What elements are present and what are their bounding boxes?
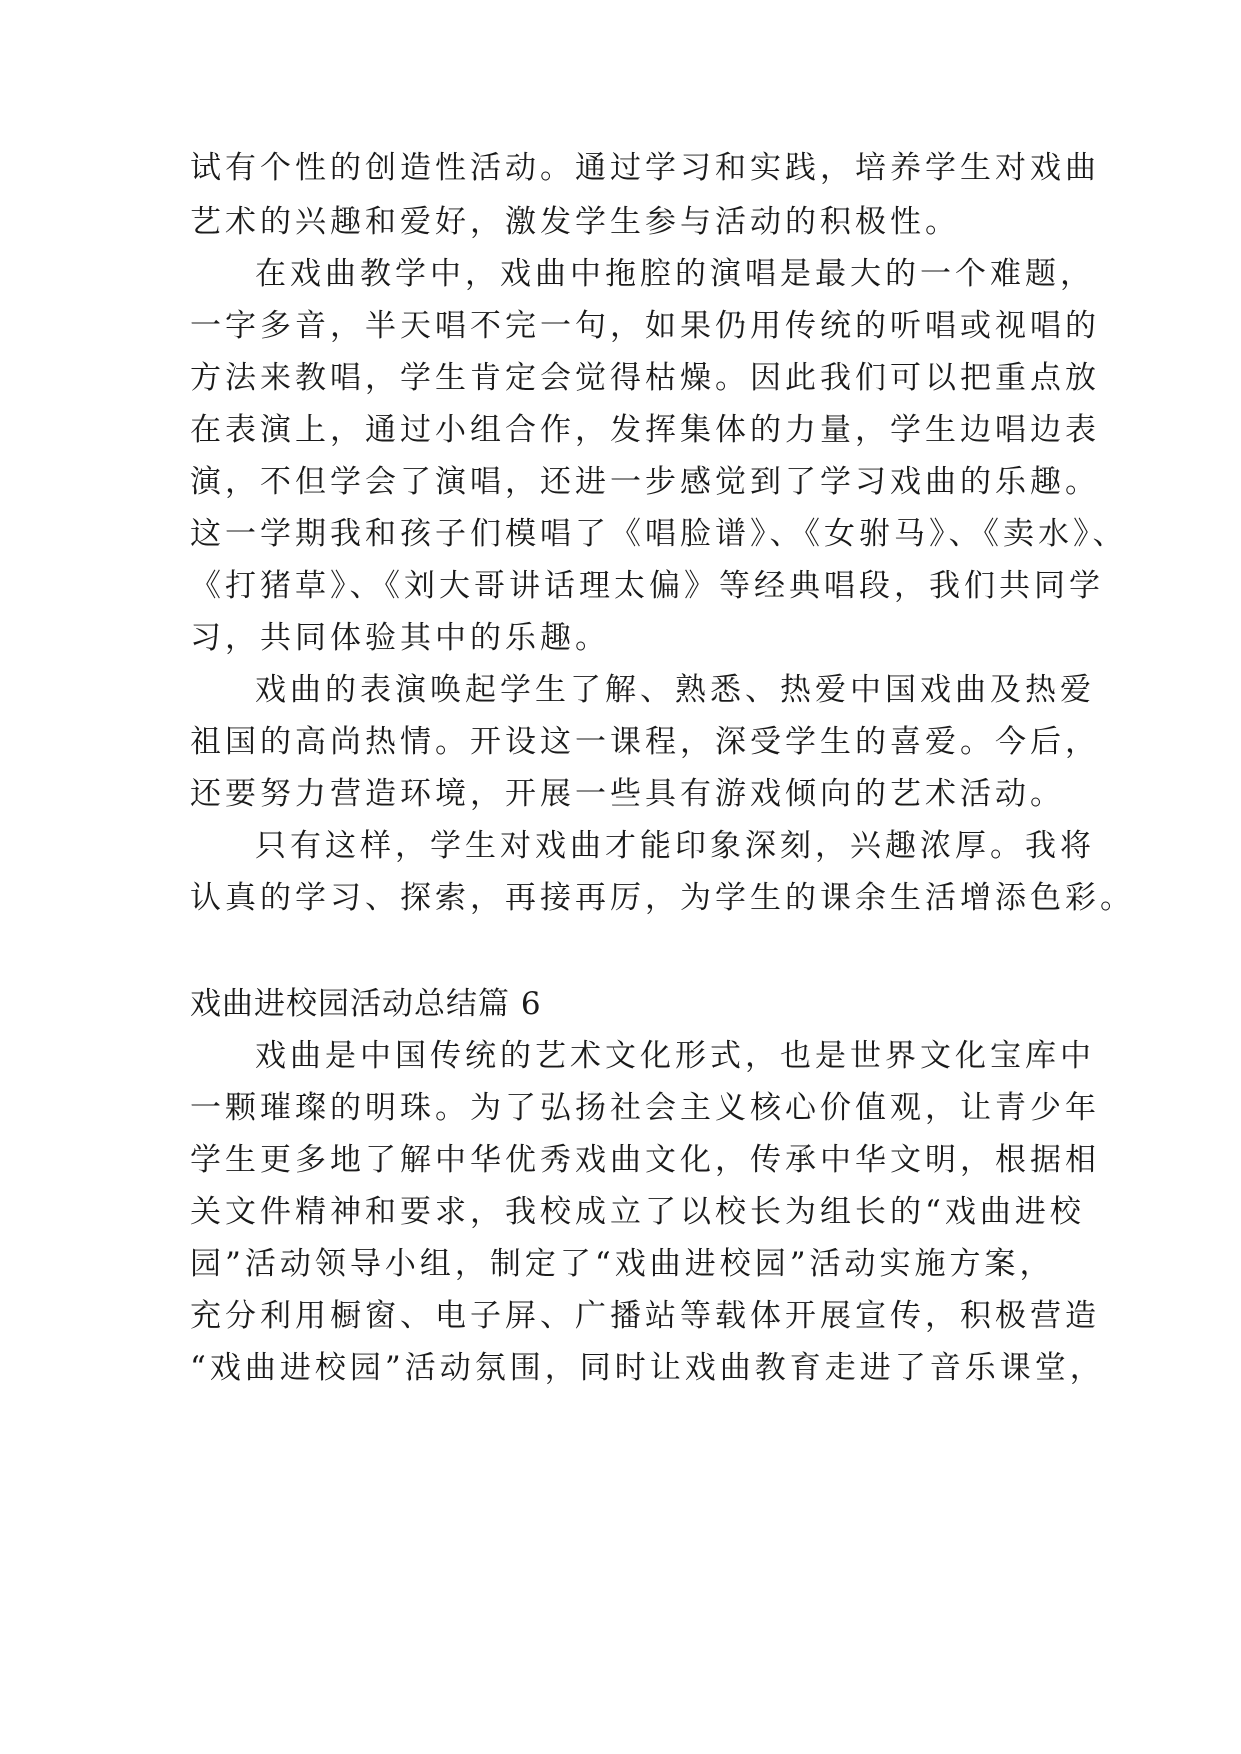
paragraph-line: 习，共同体验其中的乐趣。 [190, 620, 610, 656]
paragraph-line: 方法来教唱，学生肯定会觉得枯燥。因此我们可以把重点放 [190, 360, 1100, 396]
paragraph-line: 学生更多地了解中华优秀戏曲文化，传承中华文明，根据相 [190, 1142, 1100, 1178]
paragraph-line: 在表演上，通过小组合作，发挥集体的力量，学生边唱边表 [190, 412, 1100, 448]
paragraph-line: 还要努力营造环境，开展一些具有游戏倾向的艺术活动。 [190, 776, 1065, 812]
paragraph-line: 园”活动领导小组，制定了“戏曲进校园”活动实施方案， [190, 1246, 1055, 1282]
paragraph-line: 演，不但学会了演唱，还进一步感觉到了学习戏曲的乐趣。 [190, 464, 1100, 500]
paragraph-line: 在戏曲教学中，戏曲中拖腔的演唱是最大的一个难题， [255, 256, 1095, 292]
paragraph-line: 祖国的高尚热情。开设这一课程，深受学生的喜爱。今后， [190, 724, 1100, 760]
paragraph-line: 关文件精神和要求，我校成立了以校长为组长的“戏曲进校 [190, 1194, 1085, 1230]
paragraph-line: 这一学期我和孩子们模唱了《唱脸谱》、《女驸马》、《卖水》、 [190, 516, 1128, 552]
section-heading: 戏曲进校园活动总结篇 6 [190, 986, 542, 1022]
paragraph-line: 认真的学习、探索，再接再厉，为学生的课余生活增添色彩。 [190, 880, 1135, 916]
paragraph-line: 一字多音，半天唱不完一句，如果仍用传统的听唱或视唱的 [190, 308, 1100, 344]
paragraph-line: 戏曲的表演唤起学生了解、熟悉、热爱中国戏曲及热爱 [255, 672, 1095, 708]
paragraph-line: 只有这样，学生对戏曲才能印象深刻，兴趣浓厚。我将 [255, 828, 1095, 864]
paragraph-line: 《打猪草》、《刘大哥讲话理太偏》等经典唱段，我们共同学 [190, 568, 1104, 604]
paragraph-line: 充分利用橱窗、电子屏、广播站等载体开展宣传，积极营造 [190, 1298, 1100, 1334]
paragraph-line: 戏曲是中国传统的艺术文化形式，也是世界文化宝库中 [255, 1038, 1095, 1074]
paragraph-line: 试有个性的创造性活动。通过学习和实践，培养学生对戏曲 [190, 150, 1100, 186]
paragraph-line: “戏曲进校园”活动氛围，同时让戏曲教育走进了音乐课堂， [190, 1350, 1105, 1386]
paragraph-line: 艺术的兴趣和爱好，激发学生参与活动的积极性。 [190, 204, 960, 240]
paragraph-line: 一颗璀璨的明珠。为了弘扬社会主义核心价值观，让青少年 [190, 1090, 1100, 1126]
